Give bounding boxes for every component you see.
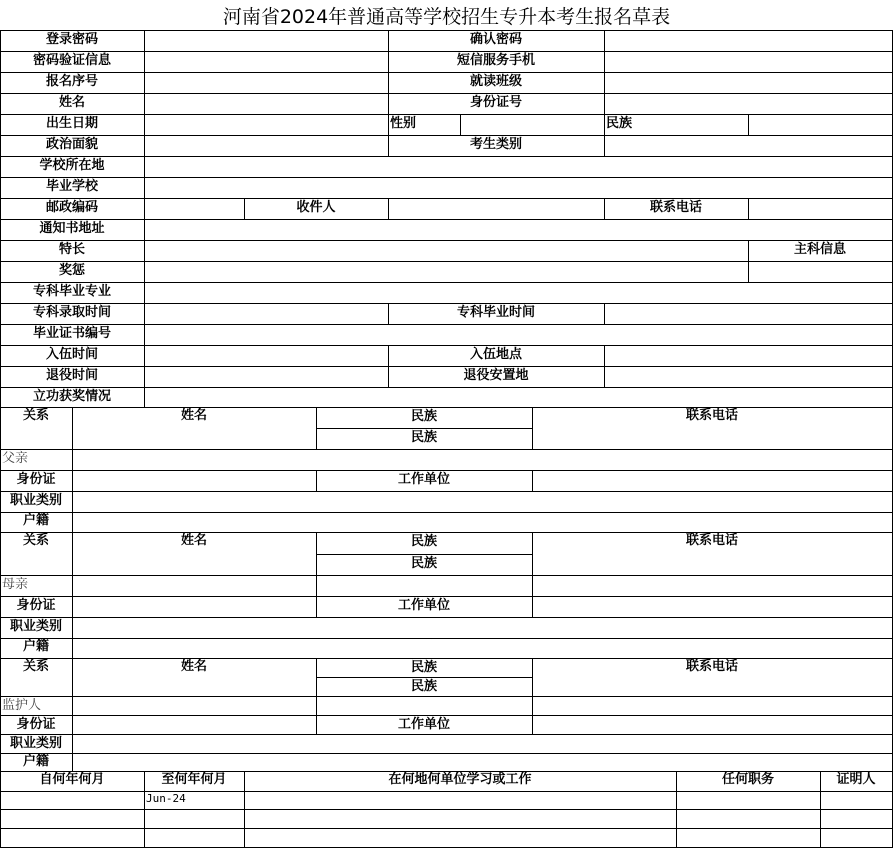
family-0-occupation-input[interactable] [72, 491, 892, 512]
family-0-work-unit-input[interactable] [532, 470, 892, 491]
family-0-id-card-input[interactable] [72, 470, 316, 491]
family-2-work-unit-label: 工作单位 [397, 717, 450, 732]
pwd-verify-info-label: 密码验证信息 [32, 53, 111, 68]
resume-header-3: 任何职务 [721, 772, 774, 787]
resume-cell[interactable] [244, 809, 676, 828]
login-password-label: 登录密码 [45, 32, 98, 47]
family-2-work-unit-input[interactable] [532, 715, 892, 734]
family-1-occupation-input[interactable] [72, 617, 892, 638]
resume-cell[interactable] [244, 828, 676, 847]
family-0-ethnicity-header: 民族 [410, 409, 437, 424]
class-input[interactable] [604, 72, 892, 93]
cert-number-input[interactable] [144, 324, 892, 345]
enlist-time-input[interactable] [144, 345, 388, 366]
junior-major-input[interactable] [144, 282, 892, 303]
main-subject-input[interactable] [748, 261, 892, 282]
family-1-relation-header: 关系 [22, 533, 49, 548]
family-1-phone-header: 联系电话 [685, 533, 738, 548]
family-2-ethnicity-header-2: 民族 [410, 679, 437, 694]
junior-admit-time-label: 专科录取时间 [32, 305, 111, 320]
gender-label: 性别 [390, 116, 417, 131]
family-0-work-unit-label: 工作单位 [397, 472, 450, 487]
resume-cell[interactable] [0, 809, 144, 828]
ethnicity-label: 民族 [606, 116, 633, 131]
resume-cell[interactable] [244, 791, 676, 809]
resume-cell[interactable] [820, 791, 892, 809]
family-2-household-input[interactable] [72, 753, 892, 771]
resume-cell[interactable]: Jun-24 [146, 792, 186, 805]
notice-address-input[interactable] [144, 219, 892, 240]
junior-major-label: 专科毕业专业 [32, 284, 111, 299]
family-2-relation-header: 关系 [22, 659, 49, 674]
notice-address-label: 通知书地址 [39, 221, 105, 236]
confirm-password-input[interactable] [604, 30, 892, 51]
family-1-id-card-input[interactable] [72, 596, 316, 617]
family-1-occupation-label: 职业类别 [9, 619, 62, 634]
contact-phone-input[interactable] [748, 198, 892, 219]
id-number-input[interactable] [604, 93, 892, 114]
graduate-school-label: 毕业学校 [45, 179, 98, 194]
discharge-time-label: 退役时间 [45, 368, 98, 383]
candidate-type-input[interactable] [604, 135, 892, 156]
resume-cell[interactable] [676, 809, 820, 828]
political-input[interactable] [144, 135, 388, 156]
name-input[interactable] [144, 93, 388, 114]
family-1-ethnicity-header-2: 民族 [410, 556, 437, 571]
discharge-place-label: 退役安置地 [463, 368, 529, 383]
reg-number-label: 报名序号 [45, 74, 98, 89]
enlist-time-label: 入伍时间 [45, 347, 98, 362]
postal-code-input[interactable] [144, 198, 244, 219]
class-label: 就读班级 [469, 74, 522, 89]
family-0-relation-value: 父亲 [2, 451, 29, 466]
family-2-relation-value: 监护人 [2, 698, 42, 713]
family-2-name-header: 姓名 [180, 659, 207, 674]
family-1-id-card-label: 身份证 [16, 598, 56, 613]
family-0-phone-header: 联系电话 [685, 408, 738, 423]
login-password-input[interactable] [144, 30, 388, 51]
family-2-id-card-label: 身份证 [16, 717, 56, 732]
enlist-place-input[interactable] [604, 345, 892, 366]
contact-phone-label: 联系电话 [649, 200, 702, 215]
discharge-place-input[interactable] [604, 366, 892, 387]
birth-date-input[interactable] [144, 114, 388, 135]
sms-phone-input[interactable] [604, 51, 892, 72]
resume-header-1: 至何年何月 [161, 772, 227, 787]
family-2-occupation-input[interactable] [72, 734, 892, 753]
specialty-label: 特长 [58, 242, 85, 257]
family-1-name-header: 姓名 [180, 533, 207, 548]
family-0-relation-header: 关系 [22, 408, 49, 423]
junior-admit-input[interactable] [144, 303, 388, 324]
family-2-occupation-label: 职业类别 [9, 736, 62, 751]
family-0-household-input[interactable] [72, 512, 892, 532]
id-number-label: 身份证号 [469, 95, 522, 110]
resume-cell[interactable] [144, 828, 244, 847]
family-0-household-label: 户籍 [22, 513, 49, 528]
recipient-label: 收件人 [296, 200, 336, 215]
family-0-occupation-label: 职业类别 [9, 493, 62, 508]
family-1-household-label: 户籍 [22, 639, 49, 654]
family-2-info-input[interactable] [72, 696, 892, 715]
sms-phone-label: 短信服务手机 [456, 53, 535, 68]
family-2-phone-header: 联系电话 [685, 659, 738, 674]
resume-header-2: 在何地何单位学习或工作 [388, 772, 532, 787]
family-2-ethnicity-header: 民族 [410, 660, 437, 675]
resume-cell[interactable] [0, 791, 144, 809]
resume-cell[interactable] [676, 791, 820, 809]
pwd-verify-input[interactable] [144, 51, 388, 72]
resume-cell[interactable] [144, 809, 244, 828]
family-2-id-card-input[interactable] [72, 715, 316, 734]
graduate-school-input[interactable] [144, 177, 892, 198]
resume-cell[interactable] [0, 828, 144, 847]
family-0-id-card-label: 身份证 [16, 472, 56, 487]
political-label: 政治面貌 [45, 137, 98, 152]
birth-date-label: 出生日期 [45, 116, 98, 131]
family-2-household-label: 户籍 [22, 754, 49, 769]
school-location-label: 学校所在地 [39, 158, 105, 173]
form-title: 河南省2024年普通高等学校招生专升本考生报名草表 [222, 6, 671, 28]
merit-input[interactable] [144, 387, 892, 407]
family-1-household-input[interactable] [72, 638, 892, 658]
cert-number-label: 毕业证书编号 [32, 326, 111, 341]
school-location-input[interactable] [144, 156, 892, 177]
family-0-info-input[interactable] [72, 449, 892, 470]
family-1-work-unit-input[interactable] [532, 596, 892, 617]
family-1-work-unit-label: 工作单位 [397, 598, 450, 613]
resume-cell[interactable] [676, 828, 820, 847]
awards-punish-input[interactable] [144, 261, 748, 282]
family-1-info-input[interactable] [72, 575, 892, 596]
merit-label: 立功获奖情况 [32, 389, 111, 404]
resume-header-4: 证明人 [836, 772, 876, 787]
gender-input[interactable] [460, 114, 604, 135]
recipient-input[interactable] [388, 198, 604, 219]
family-0-name-header: 姓名 [180, 408, 207, 423]
confirm-password-label: 确认密码 [469, 32, 522, 47]
postal-code-label: 邮政编码 [45, 200, 98, 215]
family-1-relation-value: 母亲 [2, 577, 29, 592]
family-1-ethnicity-header: 民族 [410, 534, 437, 549]
enlist-place-label: 入伍地点 [469, 347, 522, 362]
name-label: 姓名 [58, 95, 85, 110]
junior-grad-input[interactable] [604, 303, 892, 324]
resume-cell[interactable] [820, 809, 892, 828]
family-0-ethnicity-header-2: 民族 [410, 430, 437, 445]
discharge-time-input[interactable] [144, 366, 388, 387]
resume-header-0: 自何年何月 [39, 772, 105, 787]
candidate-type-label: 考生类别 [469, 137, 522, 152]
main-subject-label: 主科信息 [793, 242, 846, 257]
specialty-input[interactable] [144, 240, 748, 261]
ethnicity-input[interactable] [748, 114, 892, 135]
reg-number-input[interactable] [144, 72, 388, 93]
awards-punish-label: 奖惩 [58, 263, 85, 278]
resume-cell[interactable] [820, 828, 892, 847]
junior-grad-time-label: 专科毕业时间 [456, 305, 535, 320]
